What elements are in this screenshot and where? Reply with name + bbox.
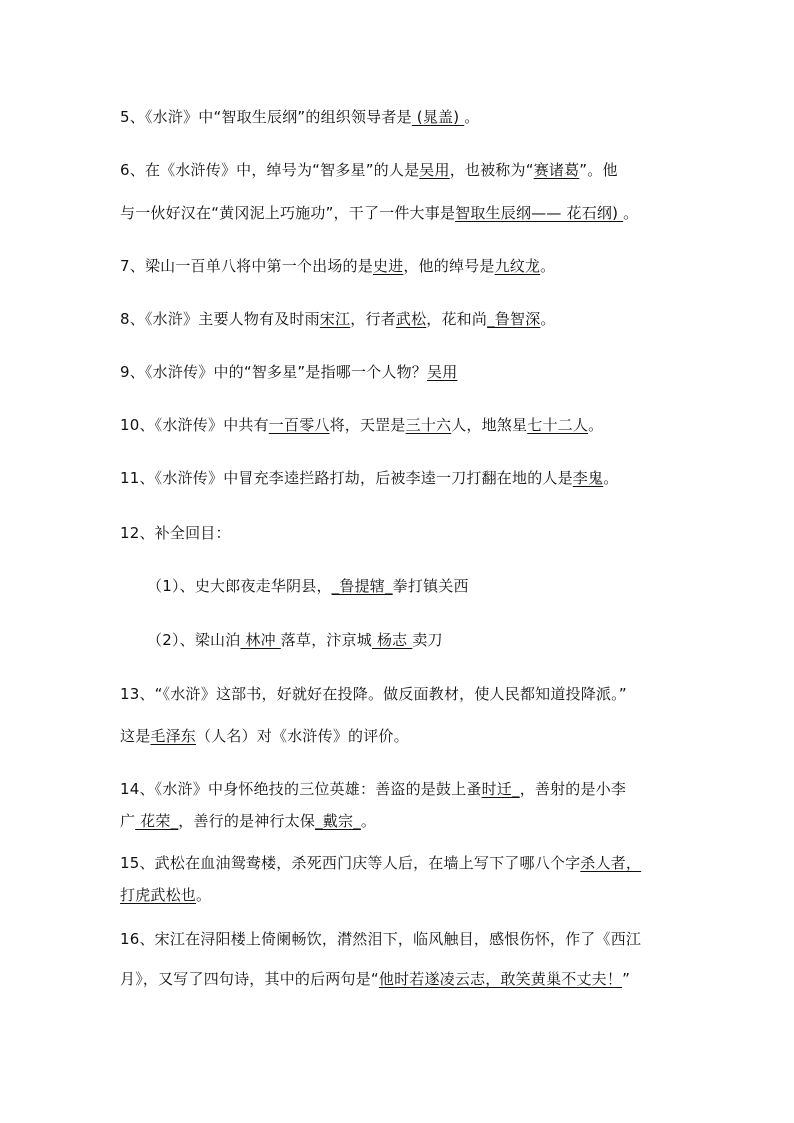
q8-text-1: 8、《水浒》主要人物有及时雨 [120,310,320,328]
q10-answer-3: 七十二人 [527,416,589,434]
q6-text-4: 与一伙好汉在“黄冈泥上巧施功”，干了一件大事是 [120,204,456,222]
q6-text-1: 6、在《水浒传》中，绰号为“智多星”的人是 [120,161,420,179]
q15-text-1: 15、武松在血油鸳鸯楼，杀死西门庆等人后，在墙上写下了哪八个字 [120,854,581,872]
q8-answer-2: 武松 [395,310,427,328]
q6-answer-3: 智取生辰纲—— 花石纲) [455,204,624,222]
q7-answer-1: 史进 [372,257,404,275]
q14-answer-3: _戴宗_ [315,812,361,830]
q6-text-2: ，也被称为“ [449,161,534,179]
question-12-item-1 [147,576,469,596]
q12-2-text-3: 卖刀 [412,631,443,649]
q14-text-2: ，善射的是小李 [519,780,627,798]
question-10 [120,415,603,435]
q7-text-1: 7、梁山一百单八将中第一个出场的是 [120,257,373,275]
q11-text: 11、《水浒传》中冒充李逵拦路打劫，后被李逵一刀打翻在地的人是 [120,469,573,487]
q8-text-3: ，花和尚 [426,310,488,328]
q14-text-4: ，善行的是神行太保 [178,812,316,830]
q8-text-2: ，行者 [350,310,396,328]
q11-end: 。 [603,469,619,487]
q6-text-5: 。 [623,204,639,222]
q12-2-text-2: 落草，汴京城 [280,631,372,649]
question-15-line-2 [120,885,211,905]
q10-answer-1: 一百零八 [268,416,330,434]
q10-text-1: 10、《水浒传》中共有 [120,416,269,434]
q6-answer-2: 赛诸葛 [533,161,580,179]
q15-answer-2: 打虎武松也 [120,886,197,904]
q5-answer: (晁盖) [411,108,465,126]
q8-answer-3: _鲁智深 [487,310,541,328]
q13-answer: 毛泽东 [150,727,197,745]
q16-end: ” [622,970,631,988]
q6-text-3: ”。他 [579,161,618,179]
q5-end: 。 [464,108,480,126]
q14-text-5: 。 [360,812,377,830]
question-16-line-2 [120,969,630,989]
q9-answer: 吴用 [427,363,458,381]
question-15-line-1 [120,853,641,873]
q6-answer-1: 吴用 [419,161,450,179]
q12-1-text-2: 拳打镇关西 [392,577,469,595]
q7-text-3: 。 [540,257,556,275]
question-13-line-2 [120,726,409,746]
q12-2-text-1: （2）、梁山泊 [147,631,241,649]
question-5 [120,107,479,127]
q14-text-1: 14、《水浒》中身怀绝技的三位英雄：善盗的是鼓上蚤 [120,780,482,798]
q7-text-2: ，他的绰号是 [403,257,495,275]
q12-1-text-1: （1）、史大郎夜走华阴县， [147,577,332,595]
q10-text-4: 。 [588,416,604,434]
question-14-line-2 [120,811,376,831]
q8-answer-1: 宋江 [319,310,351,328]
q16-text-2: 月》，又写了四句诗，其中的后两句是“ [120,970,379,988]
question-6-line-2 [120,203,638,223]
question-14-line-1 [120,779,626,799]
q13-text-2: 这是 [120,727,151,745]
q10-text-3: 人，地煞星 [451,416,528,434]
question-6-line-1 [120,160,618,180]
q10-text-2: 将，天罡是 [329,416,406,434]
q15-end: 。 [196,886,212,904]
question-16-line-1 [120,929,641,949]
question-12-title [120,523,231,543]
question-13-line-1 [120,684,627,704]
q12-title: 12、补全回目： [120,524,231,542]
q9-text: 9、《水浒传》中的“智多星”是指哪一个人物？ [120,363,427,381]
q13-text-3: （人名）对《水浒传》的评价。 [196,727,409,745]
q14-answer-2: 花荣_ [135,812,179,830]
question-11 [120,468,618,488]
q14-text-3: 广 [120,812,136,830]
question-12-item-2 [147,630,443,650]
q14-answer-1: 时迁_ [481,780,520,798]
q16-answer: 他时若遂凌云志，敢笑黄巢不丈夫！ [378,970,623,988]
q8-text-4: 。 [540,310,556,328]
q15-answer-1: 杀人者， [580,854,642,872]
question-9 [120,362,457,382]
q12-1-answer: _鲁提辖_ [331,577,393,595]
question-7 [120,256,555,276]
q16-text-1: 16、宋江在浔阳楼上倚阑畅饮，潸然泪下，临风触目，感恨伤怀，作了《西江 [120,930,642,948]
q12-2-answer-1: 林冲 [240,631,281,649]
q7-answer-2: 九纹龙 [494,257,541,275]
q12-2-answer-2: 杨志 [372,631,413,649]
q5-text: 5、《水浒》中“智取生辰纲”的组织领导者是 [120,108,412,126]
q10-answer-2: 三十六 [405,416,452,434]
q11-answer: 李鬼 [572,469,604,487]
question-8 [120,309,556,329]
q13-text-1: 13、“《水浒》这部书，好就好在投降。做反面教材，使人民都知道投降派。” [120,685,627,703]
